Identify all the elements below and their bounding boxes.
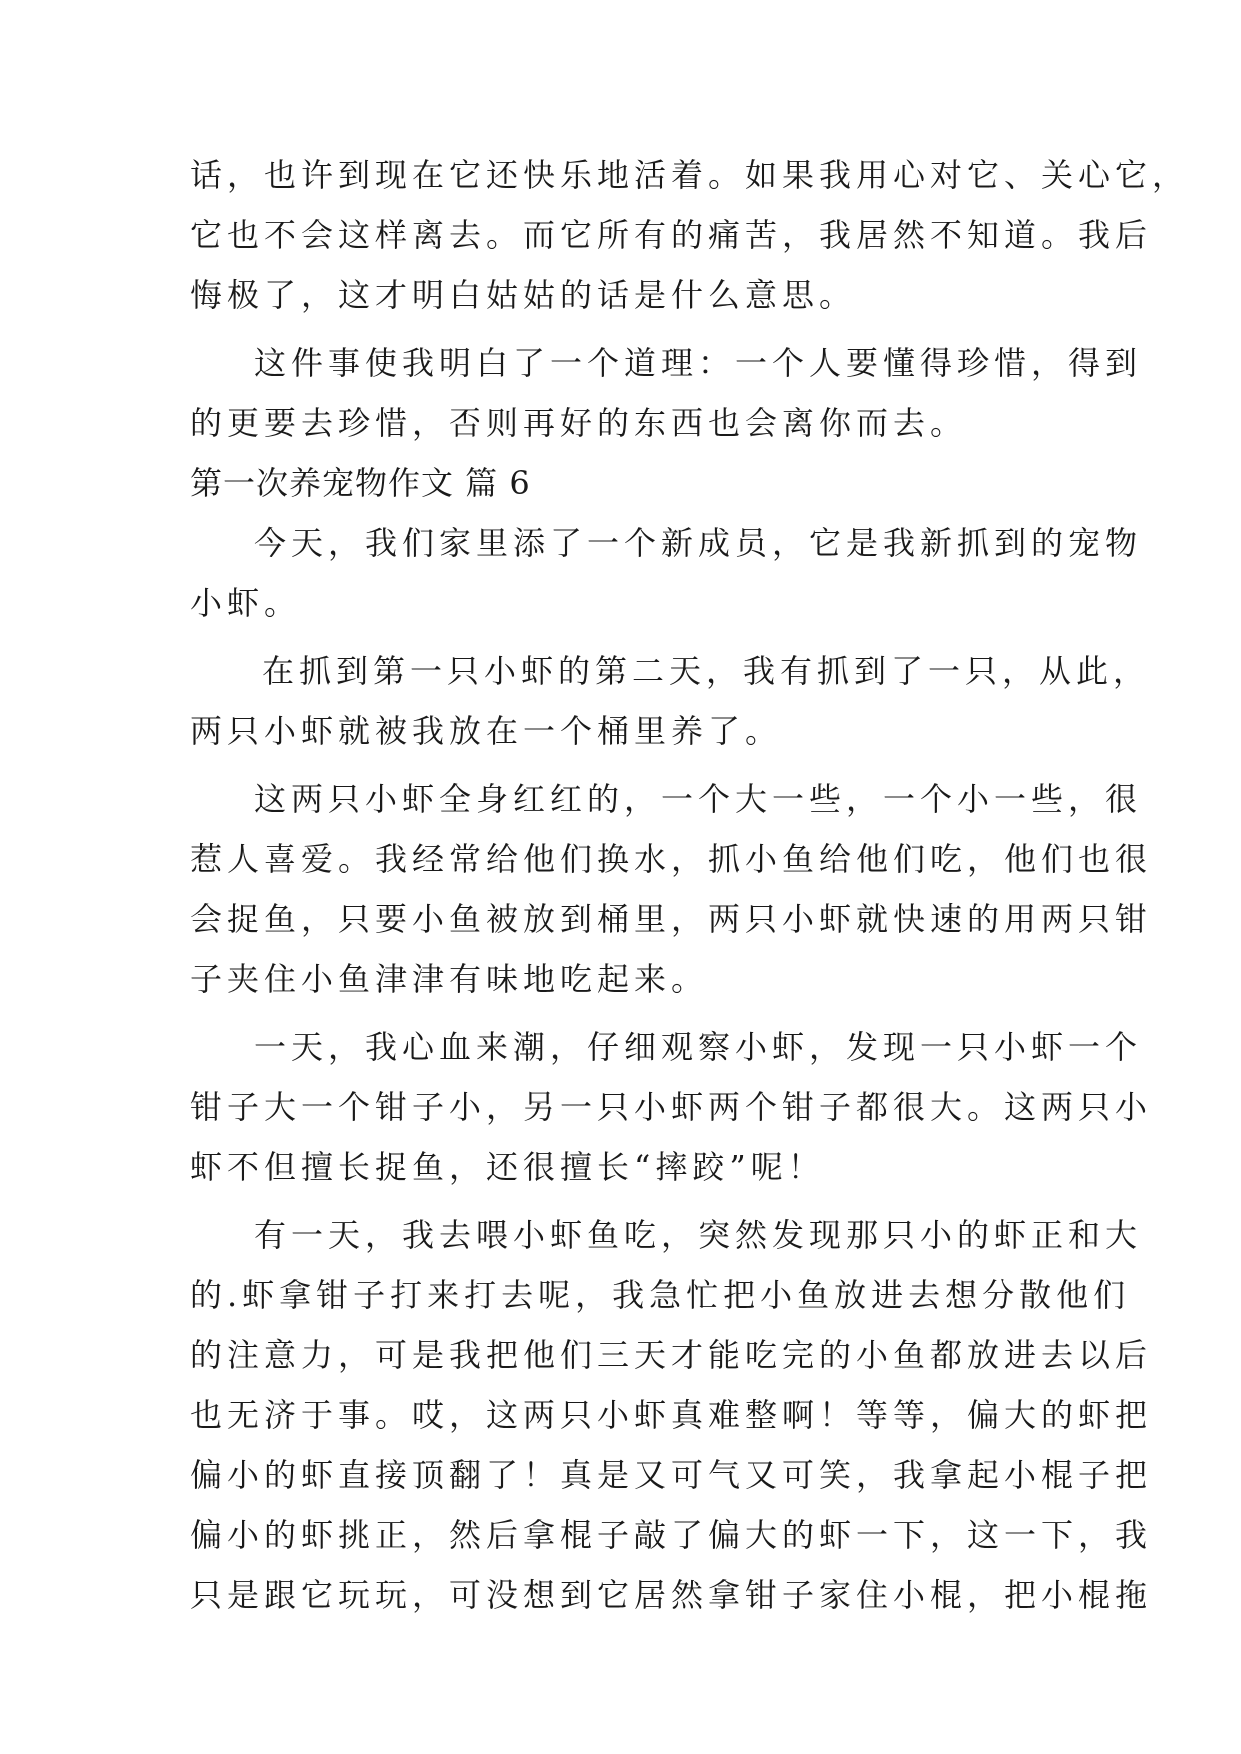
paragraph-line: 今天，我们家里添了一个新成员，它是我新抓到的宠物 [254, 524, 1143, 562]
paragraph-line: 这两只小虾全身红红的，一个大一些，一个小一些，很 [254, 780, 1143, 818]
paragraph-line: 的注意力，可是我把他们三天才能吃完的小鱼都放进去以后 [190, 1336, 1153, 1374]
paragraph-line: 小虾。 [190, 584, 302, 622]
paragraph-line: 偏小的虾直接顶翻了！真是又可气又可笑，我拿起小棍子把 [190, 1456, 1153, 1494]
paragraph-line: 悔极了，这才明白姑姑的话是什么意思。 [190, 276, 857, 314]
paragraph-line: 钳子大一个钳子小，另一只小虾两个钳子都很大。这两只小 [190, 1088, 1153, 1126]
paragraph-line: 子夹住小鱼津津有味地吃起来。 [190, 960, 709, 998]
paragraph-line: 在抓到第一只小虾的第二天，我有抓到了一只，从此， [262, 652, 1151, 690]
paragraph-line: 惹人喜爱。我经常给他们换水，抓小鱼给他们吃，他们也很 [190, 840, 1153, 878]
paragraph-line: 有一天，我去喂小虾鱼吃，突然发现那只小的虾正和大 [254, 1216, 1143, 1254]
paragraph-line: 一天，我心血来潮，仔细观察小虾，发现一只小虾一个 [254, 1028, 1143, 1066]
paragraph-line: 的更要去珍惜，否则再好的东西也会离你而去。 [190, 404, 968, 442]
section-heading: 第一次养宠物作文 篇 6 [190, 464, 531, 502]
paragraph-line: 两只小虾就被我放在一个桶里养了。 [190, 712, 783, 750]
paragraph-line: 它也不会这样离去。而它所有的痛苦，我居然不知道。我后 [190, 216, 1153, 254]
paragraph-line: 会捉鱼，只要小鱼被放到桶里，两只小虾就快速的用两只钳 [190, 900, 1153, 938]
paragraph-line: 偏小的虾挑正，然后拿棍子敲了偏大的虾一下，这一下，我 [190, 1516, 1153, 1554]
paragraph-line: 的.虾拿钳子打来打去呢，我急忙把小鱼放进去想分散他们 [190, 1276, 1131, 1314]
paragraph-line: 虾不但擅长捉鱼，还很擅长“摔跤”呢！ [190, 1148, 825, 1186]
document-body [190, 145, 1190, 1625]
paragraph-line: 也无济于事。哎，这两只小虾真难整啊！等等，偏大的虾把 [190, 1396, 1153, 1434]
paragraph-line: 只是跟它玩玩，可没想到它居然拿钳子家住小棍，把小棍拖 [190, 1576, 1153, 1614]
paragraph-line: 这件事使我明白了一个道理：一个人要懂得珍惜，得到 [254, 344, 1143, 382]
paragraph-line: 话，也许到现在它还快乐地活着。如果我用心对它、关心它， [190, 156, 1190, 194]
